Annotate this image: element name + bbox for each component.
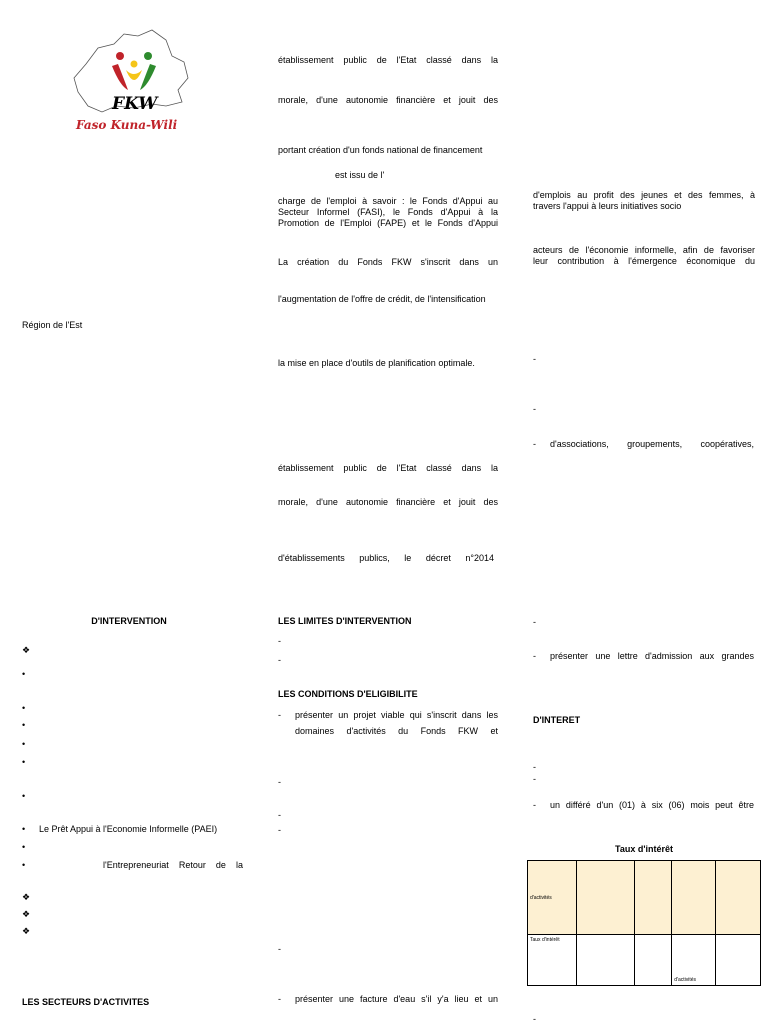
heading-interet: D'INTERET [533,715,581,725]
bullet-icon: • [22,669,26,679]
dash-bullet: - [278,777,281,787]
region-label: Région de l'Est [22,320,83,330]
table-row [528,935,761,986]
paragraph-line: Promotion de l'Emploi (FAPE) et le Fonds d'Appui [278,218,498,228]
table-cell [577,861,634,935]
condition-line: domaines d'activités du Fonds FKW et [295,726,498,736]
list-item-entrepreneuriat: l'Entrepreneuriat Retour de la [103,860,243,870]
paragraph: d'établissements publics, le décret n°2014 [278,553,494,563]
paragraph-line: acteurs de l'économie informelle, afin de favoriser [533,245,755,255]
list-item-paei: Le Prêt Appui à l'Economie Informelle (PAEI) [39,824,218,834]
dash-bullet: - [533,1014,536,1024]
dash-bullet: - [278,825,281,835]
dash-bullet: - [278,636,281,646]
table-row [528,861,761,935]
dash-bullet: - [533,651,536,661]
interest-rate-table [527,860,761,986]
paragraph-emplois [533,190,755,212]
paragraph-line: leur contribution à l'émergence économique du [533,256,755,266]
paragraph-line: Secteur Informel (FASI), le Fonds d'Appui à la [278,207,498,217]
paragraph: morale, d'une autonomie financière et jouit des [278,497,498,507]
paragraph-line: travers l'appui à leurs initiatives socio [533,201,682,211]
dash-bullet: - [278,994,281,1004]
heading-secteurs: LES SECTEURS D'ACTIVITES [22,997,150,1007]
paragraph: La création du Fonds FKW s'inscrit dans un [278,257,498,267]
paragraph-funds [278,196,498,229]
bullet-icon: • [22,757,26,767]
table-cell [715,861,760,935]
table-cell: Taux d'intérêt [528,935,577,986]
bullet-icon: • [22,791,26,801]
table-cell [634,861,671,935]
dash-bullet: - [533,800,536,810]
diamond-bullet-icon: ❖ [22,645,31,655]
paragraph: portant création d'un fonds national de financement [278,145,483,155]
heading-conditions: LES CONDITIONS D'ELIGIBILITE [278,689,418,699]
list-line: d'associations, groupements, coopératives, [550,439,754,449]
dash-bullet: - [533,617,536,627]
logo-name: Faso Kuna-Wili [76,118,178,132]
bullet-icon: • [22,842,26,852]
heading-limites: LES LIMITES D'INTERVENTION [278,616,412,626]
bullet-icon: • [22,739,26,749]
paragraph: établissement public de l'Etat classé dans la [278,55,498,65]
diamond-bullet-icon: ❖ [22,926,31,936]
table-cell: d'activités [672,935,715,986]
paragraph-line: charge de l'emploi à savoir : le Fonds d'Appui au [278,196,498,206]
paragraph: l'augmentation de l'offre de crédit, de l'intensification [278,294,486,304]
dash-bullet: - [533,762,536,772]
paragraph: est issu de l' [335,170,385,180]
paragraph-acteurs [533,245,755,267]
table-cell [634,935,671,986]
bullet-icon: • [22,824,26,834]
bullet-icon: • [22,720,26,730]
diamond-bullet-icon: ❖ [22,892,31,902]
dash-bullet: - [533,439,536,449]
dash-bullet: - [533,404,536,414]
dash-bullet: - [278,710,281,720]
dash-bullet: - [533,774,536,784]
condition-line: présenter une facture d'eau s'il y'a lieu et un [295,994,498,1004]
table-cell [715,935,760,986]
logo-abbreviation: FKW [112,94,158,114]
dash-bullet: - [278,944,281,954]
heading-intervention: D'INTERVENTION [91,616,167,626]
list-line: un différé d'un (01) à six (06) mois peut être [550,800,754,810]
dash-bullet: - [278,810,281,820]
fkw-logo [68,26,196,144]
bullet-icon: • [22,703,26,713]
paragraph-line: d'emplois au profit des jeunes et des femmes, à [533,190,755,200]
paragraph: la mise en place d'outils de planification optimale. [278,358,475,368]
table-title: Taux d'intérêt [615,844,673,854]
condition-line: présenter un projet viable qui s'inscrit dans les [295,710,498,720]
table-cell: d'activités [528,861,577,935]
table-cell [672,861,715,935]
dash-bullet: - [533,354,536,364]
diamond-bullet-icon: ❖ [22,909,31,919]
bullet-icon: • [22,860,26,870]
dash-bullet: - [278,655,281,665]
paragraph: morale, d'une autonomie financière et jouit des [278,95,498,105]
list-line: présenter une lettre d'admission aux grandes [550,651,754,661]
table-cell [577,935,634,986]
paragraph: établissement public de l'Etat classé dans la [278,463,498,473]
